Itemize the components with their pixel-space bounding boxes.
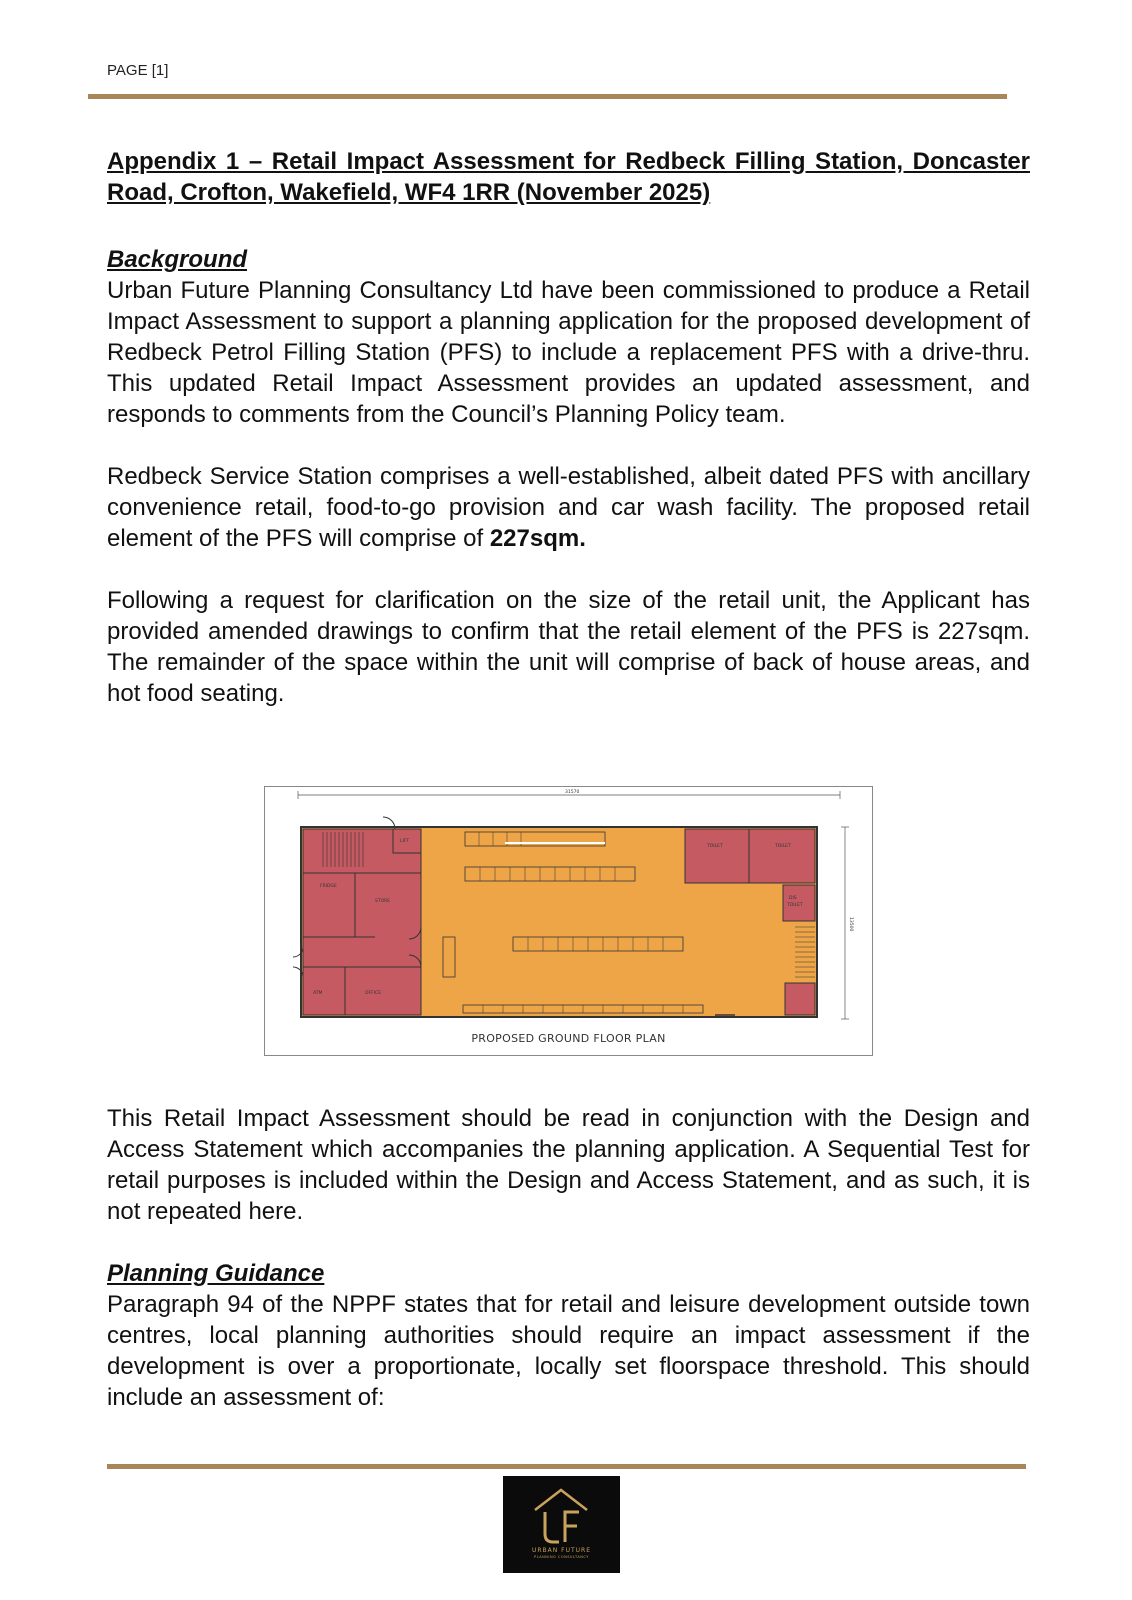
room-label-toilet-2: TOILET	[775, 844, 791, 849]
retail-area-figure: 227sqm.	[489, 525, 586, 552]
toilets-block	[685, 829, 815, 883]
background-paragraph-1: Urban Future Planning Consultancy Ltd have been commissioned to produce a Retail Impact Assessment to support a planning application for the proposed development of Redbeck Petrol Filling Station (PFS) to include a replacement PFS with a drive-thru. This updated Retail Impact Assessment provides an updated assessment, and responds to comments from the Council’s Planning Policy team.	[107, 277, 1030, 428]
logo-subtext: PLANNING CONSULTANCY	[534, 1555, 589, 1559]
page-number: PAGE [1]	[107, 62, 169, 79]
room-label-store: STORE	[375, 899, 391, 904]
room-label-toilet-1: TOILET	[707, 844, 723, 849]
background-paragraph-3: Following a request for clarification on the size of the retail unit, the Applicant has provided amended drawings to confirm that the retail element of the PFS is 227sqm. The remainder of the space within the unit will comprise of back of house areas, and hot food seating.	[107, 587, 1030, 707]
background-paragraph-2	[107, 461, 1030, 554]
planning-guidance-paragraph: Paragraph 94 of the NPPF states that for retail and leisure development outside town centres, local planning authorities should require an impact assessment if the development is over a proportionate, locally set floorspace threshold. This should include an assessment of:	[107, 1291, 1030, 1411]
back-of-house-left	[303, 829, 421, 1015]
room-label-office: OFFICE	[365, 991, 382, 996]
floor-plan-caption: PROPOSED GROUND FLOOR PLAN	[471, 1032, 666, 1045]
back-of-house-right	[785, 983, 815, 1015]
room-label-fridge: FRIDGE	[320, 884, 337, 889]
room-label-dis: DIS	[789, 896, 797, 901]
logo-text: URBAN FUTURE	[531, 1547, 592, 1554]
planning-guidance-heading: Planning Guidance	[107, 1260, 325, 1287]
document-body-continued	[107, 1103, 1030, 1413]
floor-plan-figure	[264, 786, 873, 1056]
room-label-atm: ATM	[313, 991, 323, 996]
room-label-dis-toilet: TOILET	[787, 903, 803, 908]
document-title: Appendix 1 – Retail Impact Assessment for Redbeck Filling Station, Doncaster Road, Crofton, Wakefield, WF4 1RR (November 2025)	[107, 148, 1030, 206]
room-label-lift: LIFT	[400, 839, 410, 844]
background-paragraph-2-text: Redbeck Service Station comprises a well-established, albeit dated PFS with ancillary convenience retail, food-to-go provision and car wash facility. The proposed retail element of the PFS will comprise of	[107, 463, 1030, 552]
dimension-side-label: 13500	[848, 917, 853, 932]
company-logo	[503, 1476, 620, 1573]
floor-plan-drawing	[265, 787, 874, 1057]
document-body	[107, 146, 1030, 709]
footer-rule	[107, 1464, 1026, 1469]
header-rule	[88, 94, 1007, 99]
conjunction-paragraph: This Retail Impact Assessment should be read in conjunction with the Design and Access Statement which accompanies the planning application. A Sequential Test for retail purposes is included within the Design and Access Statement, and as such, it is not repeated here.	[107, 1105, 1030, 1225]
dimension-top-label: 31570	[565, 790, 580, 795]
background-heading: Background	[107, 246, 248, 273]
